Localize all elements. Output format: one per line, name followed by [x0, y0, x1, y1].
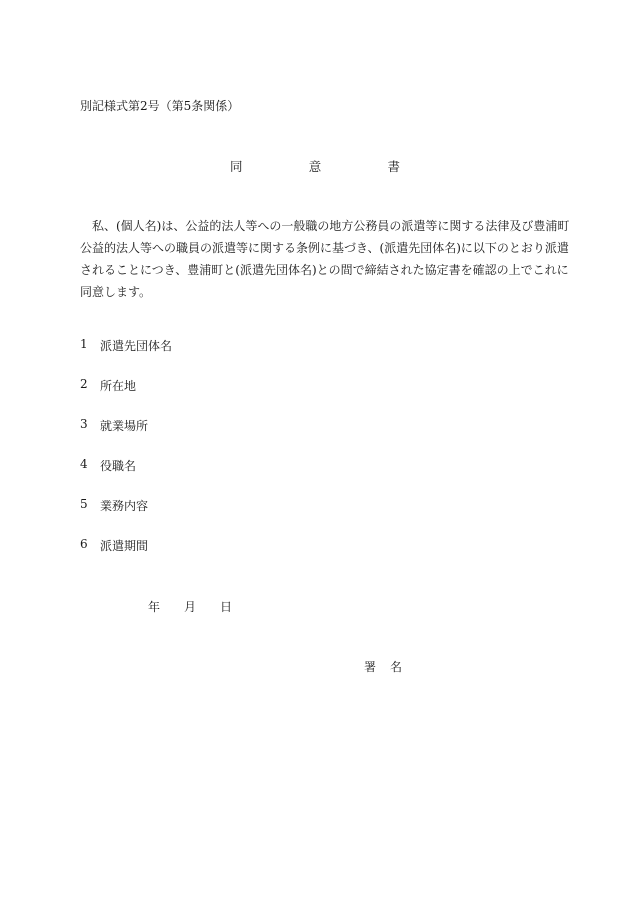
statement-line-2: 公益的法人等への職員の派遣等に関する条例に基づき、(派遣先団体名)に以下のとおり派遣: [80, 241, 569, 255]
signature-spacer: [376, 658, 390, 675]
item-label: 所在地: [100, 379, 137, 393]
dispatch-items-list: [80, 337, 172, 577]
item-label: 業務内容: [100, 499, 149, 513]
month-label: 月: [184, 600, 197, 614]
item-number: 3: [80, 417, 88, 431]
list-item: [80, 457, 172, 497]
statement-line-1: 私、(個人名)は、公益的法人等への一般職の地方公務員の派遣等に関する法律及び豊浦町: [92, 219, 570, 233]
list-item: [80, 337, 172, 377]
signature-line: [364, 658, 402, 675]
list-item: [80, 377, 172, 417]
statement-line-4: 同意します。: [80, 285, 152, 299]
item-label: 就業場所: [100, 419, 149, 433]
item-label: 役職名: [100, 459, 137, 473]
signature-char-2: 名: [390, 660, 403, 674]
item-label: 派遣先団体名: [100, 339, 173, 353]
list-item: [80, 417, 172, 457]
date-spacer: [160, 598, 184, 615]
title-char-1: 同: [230, 159, 243, 174]
item-number: 2: [80, 377, 88, 391]
consent-statement: [80, 215, 570, 303]
date-line: [148, 598, 232, 615]
item-number: 1: [80, 337, 88, 351]
form-number: 別記様式第2号（第5条関係）: [80, 99, 240, 113]
title-char-3: 書: [387, 159, 400, 174]
item-label: 派遣期間: [100, 539, 149, 553]
statement-line-3: されることにつき、豊浦町と(派遣先団体名)との間で締結された協定書を確認の上でこれに: [80, 263, 569, 277]
list-item: [80, 537, 172, 577]
day-label: 日: [220, 600, 233, 614]
item-number: 5: [80, 497, 88, 511]
signature-char-1: 署: [364, 660, 377, 674]
title-char-2: 意: [308, 159, 322, 174]
list-item: [80, 497, 172, 537]
document-title: [230, 157, 400, 175]
item-number: 4: [80, 457, 88, 471]
date-spacer: [196, 598, 220, 615]
year-label: 年: [148, 600, 161, 614]
item-number: 6: [80, 537, 88, 551]
